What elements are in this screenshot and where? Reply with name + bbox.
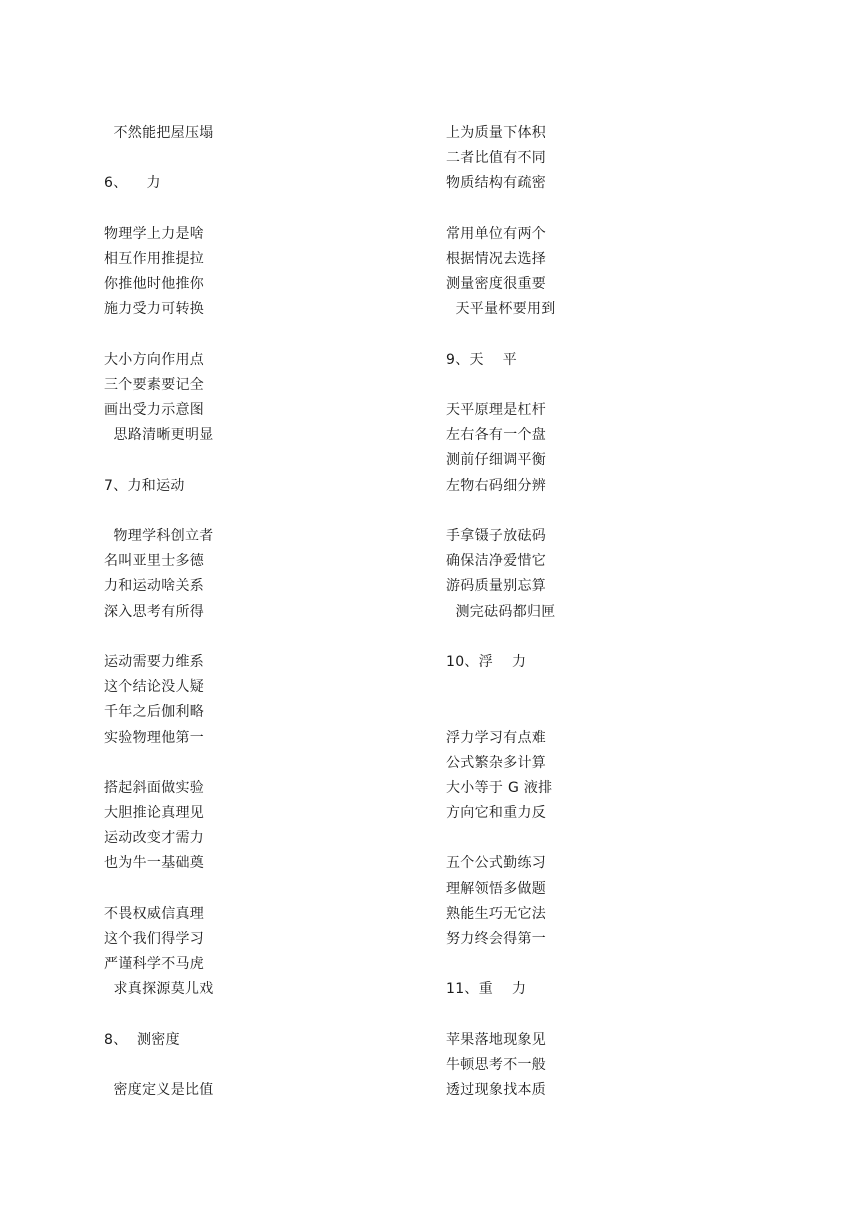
right-text-line: 大小等于 G 液排 [446,779,553,796]
right-text-line: 五个公式勤练习 [446,855,547,872]
left-text-line: 大胆推论真理见 [104,805,205,822]
left-blank-line [104,751,404,776]
left-text-column [104,121,404,1103]
left-text-line: 三个要素要记全 [104,376,205,393]
right-text-line: 上为质量下体积 [446,125,547,141]
left-blank-line [104,1003,404,1028]
right-text-line: 测前仔细调平衡 [446,452,547,469]
right-text-line: 10、浮 力 [446,653,527,670]
left-text-line: 这个结论没人疑 [104,679,205,696]
right-text-line: 常用单位有两个 [446,225,547,242]
left-text-line: 不然能把屋压塌 [104,125,214,141]
right-blank-line [446,952,746,977]
right-blank-line [446,323,746,348]
left-blank-line [104,197,404,222]
left-blank-line [104,877,404,902]
right-blank-line [446,700,746,725]
right-blank-line [446,826,746,851]
left-text-line: 大小方向作用点 [104,351,205,368]
right-text-line: 苹果落地现象见 [446,1031,547,1048]
left-text-line: 6、 力 [104,175,161,192]
right-blank-line [446,499,746,524]
right-blank-line [446,197,746,222]
left-text-line: 7、力和运动 [104,477,185,494]
left-text-line: 不畏权威信真理 [104,905,205,922]
left-text-line: 画出受力示意图 [104,402,205,419]
right-text-line: 浮力学习有点难 [446,729,547,746]
right-text-line: 努力终会得第一 [446,931,547,947]
right-text-line: 11、重 力 [446,981,527,998]
left-text-line: 名叫亚里士多德 [104,553,205,570]
right-blank-line [446,373,746,398]
left-text-line: 运动改变才需力 [104,830,205,847]
right-text-line: 确保洁净爱惜它 [446,553,547,570]
left-blank-line [104,448,404,473]
right-text-line: 测完砝码都归匣 [446,603,556,620]
right-text-line: 游码质量别忘算 [446,578,547,595]
right-text-line: 根据情况去选择 [446,250,547,267]
right-text-line: 透过现象找本质 [446,1082,547,1099]
left-text-line: 你推他时他推你 [104,276,205,293]
right-text-line: 二者比值有不同 [446,150,547,167]
left-text-line: 施力受力可转换 [104,301,205,318]
left-text-line: 实验物理他第一 [104,729,205,746]
right-text-line: 物质结构有疏密 [446,175,547,192]
left-text-line: 密度定义是比值 [104,1082,214,1099]
left-text-line: 这个我们得学习 [104,931,205,947]
left-text-line: 搭起斜面做实验 [104,779,205,796]
right-blank-line [446,675,746,700]
right-text-line: 左右各有一个盘 [446,427,547,444]
right-text-line: 牛顿思考不一般 [446,1056,547,1073]
left-text-line: 深入思考有所得 [104,603,205,620]
left-blank-line [104,146,404,171]
right-text-line: 测量密度很重要 [446,276,547,293]
left-text-line: 也为牛一基础奠 [104,855,205,872]
right-text-line: 天平原理是杠杆 [446,402,547,419]
left-text-line: 千年之后伽利略 [104,704,205,721]
left-text-line: 严谨科学不马虎 [104,956,205,973]
left-text-line: 8、 测密度 [104,1031,180,1048]
right-text-line: 天平量杯要用到 [446,301,556,318]
right-text-line: 理解领悟多做题 [446,880,547,897]
left-text-line: 物理学科创立者 [104,528,214,544]
right-text-line: 手拿镊子放砝码 [446,528,547,544]
left-text-line: 求真探源莫儿戏 [104,981,214,998]
right-text-line: 左物右码细分辨 [446,477,547,494]
right-text-line: 公式繁杂多计算 [446,754,547,771]
left-text-line: 力和运动啥关系 [104,578,205,595]
right-text-line: 9、天 平 [446,351,518,368]
left-blank-line [104,499,404,524]
left-blank-line [104,625,404,650]
left-text-line: 思路清晰更明显 [104,427,214,444]
left-text-line: 物理学上力是啥 [104,225,205,242]
right-blank-line [446,1003,746,1028]
right-text-line: 熟能生巧无它法 [446,905,547,922]
left-text-line: 相互作用推提拉 [104,250,205,267]
right-text-line: 方向它和重力反 [446,805,547,822]
right-blank-line [446,625,746,650]
left-blank-line [104,323,404,348]
left-blank-line [104,1053,404,1078]
left-text-line: 运动需要力维系 [104,653,205,670]
right-text-column [446,121,746,1103]
